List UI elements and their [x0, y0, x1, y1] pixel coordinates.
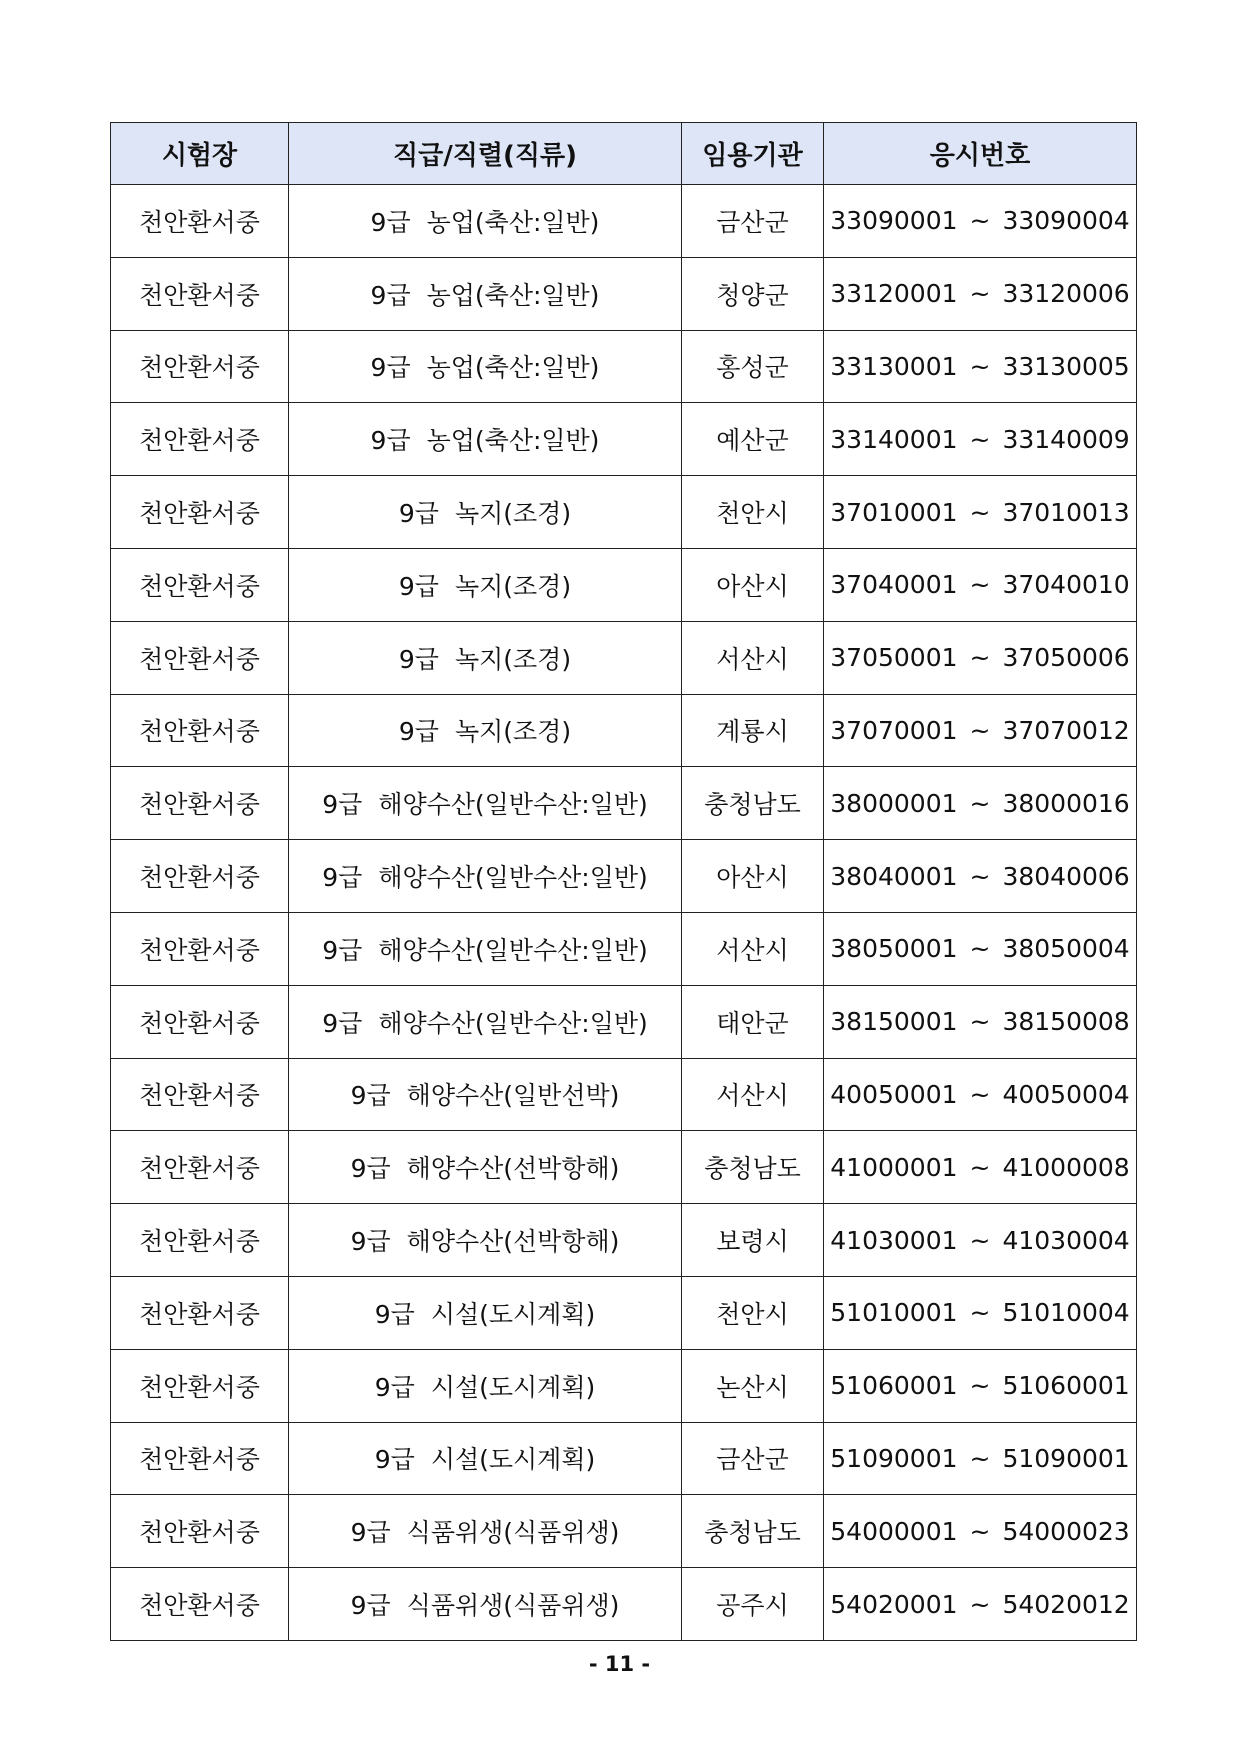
range-separator: ~: [969, 570, 991, 600]
exam-site-text: 천안환서중: [139, 1299, 260, 1329]
cell-exam-number: [824, 912, 1137, 985]
cell-exam-site: [111, 403, 289, 476]
range-separator: ~: [969, 424, 991, 454]
rank-text: 9급: [322, 863, 363, 893]
table-row: [111, 1568, 1137, 1641]
cell-rank-series: [289, 1349, 682, 1422]
cell-rank-series: [289, 1204, 682, 1277]
exam-number-to: 38050004: [1002, 934, 1130, 964]
cell-exam-number: [824, 985, 1137, 1058]
cell-agency: [682, 185, 824, 258]
exam-number-to: 38150008: [1002, 1007, 1130, 1037]
cell-agency: [682, 1276, 824, 1349]
rank-text: 9급: [322, 790, 363, 820]
cell-rank-series: [289, 1495, 682, 1568]
cell-agency: [682, 1131, 824, 1204]
page-number: - 11 -: [588, 1652, 651, 1676]
table-row: [111, 1204, 1137, 1277]
cell-exam-site: [111, 1422, 289, 1495]
cell-rank-series: [289, 1058, 682, 1131]
agency-text: 홍성군: [716, 353, 789, 383]
exam-site-text: 천안환서중: [139, 353, 260, 383]
cell-rank-series: [289, 1276, 682, 1349]
cell-rank-series: [289, 767, 682, 840]
range-separator: ~: [969, 1371, 991, 1401]
exam-number-from: 37010001: [830, 497, 958, 527]
agency-text: 아산시: [716, 571, 789, 601]
cell-agency: [682, 1422, 824, 1495]
range-separator: ~: [969, 1443, 991, 1473]
range-separator: ~: [969, 861, 991, 891]
cell-exam-site: [111, 1495, 289, 1568]
exam-site-text: 천안환서중: [139, 1445, 260, 1475]
cell-agency: [682, 476, 824, 549]
rank-text: 9급: [350, 1081, 391, 1111]
agency-text: 충청남도: [704, 790, 801, 820]
exam-site-text: 천안환서중: [139, 644, 260, 674]
series-text: 해양수산(일반수산:일반): [378, 790, 648, 820]
rank-text: 9급: [374, 1299, 415, 1329]
cell-agency: [682, 912, 824, 985]
cell-agency: [682, 1349, 824, 1422]
header-exam-number: 응시번호: [824, 123, 1137, 185]
exam-number-to: 51060001: [1002, 1371, 1130, 1401]
cell-exam-site: [111, 1568, 289, 1641]
exam-number-from: 38050001: [830, 934, 958, 964]
range-separator: ~: [969, 497, 991, 527]
cell-exam-number: [824, 694, 1137, 767]
cell-rank-series: [289, 1568, 682, 1641]
cell-rank-series: [289, 185, 682, 258]
cell-agency: [682, 985, 824, 1058]
agency-text: 충청남도: [704, 1518, 801, 1548]
exam-number-to: 37010013: [1002, 497, 1130, 527]
exam-site-text: 천안환서중: [139, 1081, 260, 1111]
cell-agency: [682, 548, 824, 621]
table-body: [111, 185, 1137, 1641]
table-row: [111, 1349, 1137, 1422]
agency-text: 공주시: [716, 1591, 789, 1621]
cell-exam-number: [824, 1568, 1137, 1641]
cell-exam-site: [111, 840, 289, 913]
series-text: 녹지(조경): [454, 717, 572, 747]
series-text: 해양수산(일반수산:일반): [378, 1008, 648, 1038]
cell-agency: [682, 403, 824, 476]
series-text: 농업(축산:일반): [426, 353, 600, 383]
cell-agency: [682, 621, 824, 694]
exam-number-from: 38150001: [830, 1007, 958, 1037]
agency-text: 서산시: [716, 1081, 789, 1111]
agency-text: 금산군: [716, 1445, 789, 1475]
table-row: [111, 257, 1137, 330]
agency-text: 충청남도: [704, 1154, 801, 1184]
agency-text: 천안시: [716, 499, 789, 529]
series-text: 녹지(조경): [454, 499, 572, 529]
table-row: [111, 694, 1137, 767]
exam-number-to: 38040006: [1002, 861, 1130, 891]
table-row: [111, 1058, 1137, 1131]
rank-text: 9급: [350, 1227, 391, 1257]
agency-text: 계룡시: [716, 717, 789, 747]
range-separator: ~: [969, 279, 991, 309]
exam-number-from: 51010001: [830, 1298, 958, 1328]
table-row: [111, 1276, 1137, 1349]
series-text: 해양수산(일반선박): [406, 1081, 620, 1111]
agency-text: 천안시: [716, 1299, 789, 1329]
cell-exam-number: [824, 1495, 1137, 1568]
rank-text: 9급: [370, 426, 411, 456]
exam-number-to: 51010004: [1002, 1298, 1130, 1328]
cell-exam-number: [824, 185, 1137, 258]
table-row: [111, 1131, 1137, 1204]
range-separator: ~: [969, 1007, 991, 1037]
exam-site-text: 천안환서중: [139, 1227, 260, 1257]
series-text: 시설(도시계획): [430, 1299, 596, 1329]
exam-number-to: 41030004: [1002, 1225, 1130, 1255]
exam-site-text: 천안환서중: [139, 717, 260, 747]
rank-text: 9급: [374, 1445, 415, 1475]
cell-agency: [682, 1058, 824, 1131]
cell-exam-site: [111, 1204, 289, 1277]
exam-site-text: 천안환서중: [139, 571, 260, 601]
series-text: 식품위생(식품위생): [406, 1591, 620, 1621]
cell-exam-number: [824, 257, 1137, 330]
exam-site-text: 천안환서중: [139, 1008, 260, 1038]
cell-exam-number: [824, 840, 1137, 913]
exam-assignment-table: [110, 122, 1137, 1641]
series-text: 해양수산(선박항해): [406, 1227, 620, 1257]
rank-text: 9급: [398, 717, 439, 747]
exam-number-from: 33130001: [830, 351, 958, 381]
exam-number-from: 54000001: [830, 1516, 958, 1546]
table-row: [111, 767, 1137, 840]
agency-text: 서산시: [716, 644, 789, 674]
exam-site-text: 천안환서중: [139, 280, 260, 310]
exam-site-text: 천안환서중: [139, 426, 260, 456]
cell-rank-series: [289, 1422, 682, 1495]
range-separator: ~: [969, 934, 991, 964]
cell-exam-site: [111, 694, 289, 767]
exam-site-text: 천안환서중: [139, 207, 260, 237]
exam-site-text: 천안환서중: [139, 1154, 260, 1184]
series-text: 농업(축산:일반): [426, 280, 600, 310]
agency-text: 금산군: [716, 207, 789, 237]
exam-site-text: 천안환서중: [139, 863, 260, 893]
rank-text: 9급: [398, 499, 439, 529]
range-separator: ~: [969, 1589, 991, 1619]
table-row: [111, 621, 1137, 694]
series-text: 녹지(조경): [454, 644, 572, 674]
exam-number-to: 33140009: [1002, 424, 1130, 454]
cell-exam-number: [824, 1058, 1137, 1131]
rank-text: 9급: [370, 353, 411, 383]
exam-site-text: 천안환서중: [139, 1591, 260, 1621]
exam-number-from: 37070001: [830, 715, 958, 745]
exam-number-from: 33090001: [830, 206, 958, 236]
series-text: 시설(도시계획): [430, 1445, 596, 1475]
range-separator: ~: [969, 715, 991, 745]
exam-number-to: 38000016: [1002, 788, 1130, 818]
cell-rank-series: [289, 548, 682, 621]
range-separator: ~: [969, 1152, 991, 1182]
range-separator: ~: [969, 1298, 991, 1328]
exam-number-to: 33130005: [1002, 351, 1130, 381]
agency-text: 보령시: [716, 1227, 789, 1257]
exam-number-to: 37050006: [1002, 643, 1130, 673]
exam-site-text: 천안환서중: [139, 1372, 260, 1402]
table-row: [111, 985, 1137, 1058]
agency-text: 예산군: [716, 426, 789, 456]
cell-exam-site: [111, 185, 289, 258]
range-separator: ~: [969, 788, 991, 818]
cell-exam-site: [111, 476, 289, 549]
range-separator: ~: [969, 643, 991, 673]
cell-exam-site: [111, 621, 289, 694]
cell-rank-series: [289, 330, 682, 403]
exam-number-from: 37040001: [830, 570, 958, 600]
table-row: [111, 1422, 1137, 1495]
series-text: 식품위생(식품위생): [406, 1518, 620, 1548]
exam-number-from: 40050001: [830, 1079, 958, 1109]
range-separator: ~: [969, 1225, 991, 1255]
cell-exam-number: [824, 1276, 1137, 1349]
cell-rank-series: [289, 694, 682, 767]
series-text: 시설(도시계획): [430, 1372, 596, 1402]
table-row: [111, 403, 1137, 476]
cell-agency: [682, 694, 824, 767]
cell-agency: [682, 1568, 824, 1641]
cell-rank-series: [289, 257, 682, 330]
exam-site-text: 천안환서중: [139, 935, 260, 965]
exam-number-from: 51060001: [830, 1371, 958, 1401]
table-row: [111, 548, 1137, 621]
cell-rank-series: [289, 1131, 682, 1204]
exam-number-to: 37040010: [1002, 570, 1130, 600]
cell-exam-number: [824, 621, 1137, 694]
exam-number-from: 38000001: [830, 788, 958, 818]
table-row: [111, 476, 1137, 549]
cell-exam-site: [111, 1058, 289, 1131]
cell-rank-series: [289, 621, 682, 694]
exam-number-from: 33120001: [830, 279, 958, 309]
cell-agency: [682, 1495, 824, 1568]
range-separator: ~: [969, 206, 991, 236]
exam-site-text: 천안환서중: [139, 499, 260, 529]
exam-number-from: 41000001: [830, 1152, 958, 1182]
series-text: 농업(축산:일반): [426, 426, 600, 456]
rank-text: 9급: [350, 1154, 391, 1184]
agency-text: 서산시: [716, 935, 789, 965]
header-exam-site: 시험장: [111, 123, 289, 185]
exam-number-to: 33090004: [1002, 206, 1130, 236]
exam-number-from: 51090001: [830, 1443, 958, 1473]
cell-exam-site: [111, 1131, 289, 1204]
table-row: [111, 912, 1137, 985]
cell-exam-site: [111, 330, 289, 403]
cell-agency: [682, 1204, 824, 1277]
range-separator: ~: [969, 1516, 991, 1546]
cell-exam-number: [824, 1349, 1137, 1422]
rank-text: 9급: [370, 207, 411, 237]
cell-exam-site: [111, 912, 289, 985]
exam-number-from: 37050001: [830, 643, 958, 673]
cell-rank-series: [289, 476, 682, 549]
rank-text: 9급: [374, 1372, 415, 1402]
cell-agency: [682, 257, 824, 330]
agency-text: 논산시: [716, 1372, 789, 1402]
cell-exam-site: [111, 1276, 289, 1349]
series-text: 농업(축산:일반): [426, 207, 600, 237]
range-separator: ~: [969, 351, 991, 381]
rank-text: 9급: [322, 935, 363, 965]
header-rank-series: 직급/직렬(직류): [289, 123, 682, 185]
exam-number-to: 41000008: [1002, 1152, 1130, 1182]
cell-exam-site: [111, 1349, 289, 1422]
exam-number-to: 54000023: [1002, 1516, 1130, 1546]
exam-number-from: 41030001: [830, 1225, 958, 1255]
range-separator: ~: [969, 1079, 991, 1109]
rank-text: 9급: [350, 1518, 391, 1548]
agency-text: 태안군: [716, 1008, 789, 1038]
exam-number-from: 33140001: [830, 424, 958, 454]
cell-exam-number: [824, 1204, 1137, 1277]
rank-text: 9급: [398, 571, 439, 601]
exam-site-text: 천안환서중: [139, 790, 260, 820]
table-row: [111, 185, 1137, 258]
agency-text: 아산시: [716, 863, 789, 893]
exam-number-to: 40050004: [1002, 1079, 1130, 1109]
cell-exam-number: [824, 1422, 1137, 1495]
series-text: 해양수산(선박항해): [406, 1154, 620, 1184]
cell-exam-number: [824, 1131, 1137, 1204]
cell-exam-number: [824, 403, 1137, 476]
rank-text: 9급: [370, 280, 411, 310]
cell-rank-series: [289, 912, 682, 985]
cell-exam-site: [111, 257, 289, 330]
rank-text: 9급: [350, 1591, 391, 1621]
agency-text: 청양군: [716, 280, 789, 310]
cell-agency: [682, 767, 824, 840]
rank-text: 9급: [398, 644, 439, 674]
exam-number-to: 37070012: [1002, 715, 1130, 745]
cell-exam-site: [111, 767, 289, 840]
cell-rank-series: [289, 985, 682, 1058]
cell-rank-series: [289, 840, 682, 913]
cell-exam-site: [111, 548, 289, 621]
rank-text: 9급: [322, 1008, 363, 1038]
cell-exam-number: [824, 548, 1137, 621]
series-text: 해양수산(일반수산:일반): [378, 863, 648, 893]
exam-site-text: 천안환서중: [139, 1518, 260, 1548]
exam-number-to: 51090001: [1002, 1443, 1130, 1473]
cell-exam-site: [111, 985, 289, 1058]
cell-agency: [682, 840, 824, 913]
cell-exam-number: [824, 476, 1137, 549]
header-agency: 임용기관: [682, 123, 824, 185]
table-row: [111, 840, 1137, 913]
cell-exam-number: [824, 330, 1137, 403]
exam-number-to: 33120006: [1002, 279, 1130, 309]
cell-rank-series: [289, 403, 682, 476]
table-header-row: [111, 123, 1137, 185]
cell-agency: [682, 330, 824, 403]
cell-exam-number: [824, 767, 1137, 840]
exam-number-from: 38040001: [830, 861, 958, 891]
series-text: 해양수산(일반수산:일반): [378, 935, 648, 965]
table-row: [111, 1495, 1137, 1568]
exam-number-to: 54020012: [1002, 1589, 1130, 1619]
exam-number-from: 54020001: [830, 1589, 958, 1619]
series-text: 녹지(조경): [454, 571, 572, 601]
table-row: [111, 330, 1137, 403]
